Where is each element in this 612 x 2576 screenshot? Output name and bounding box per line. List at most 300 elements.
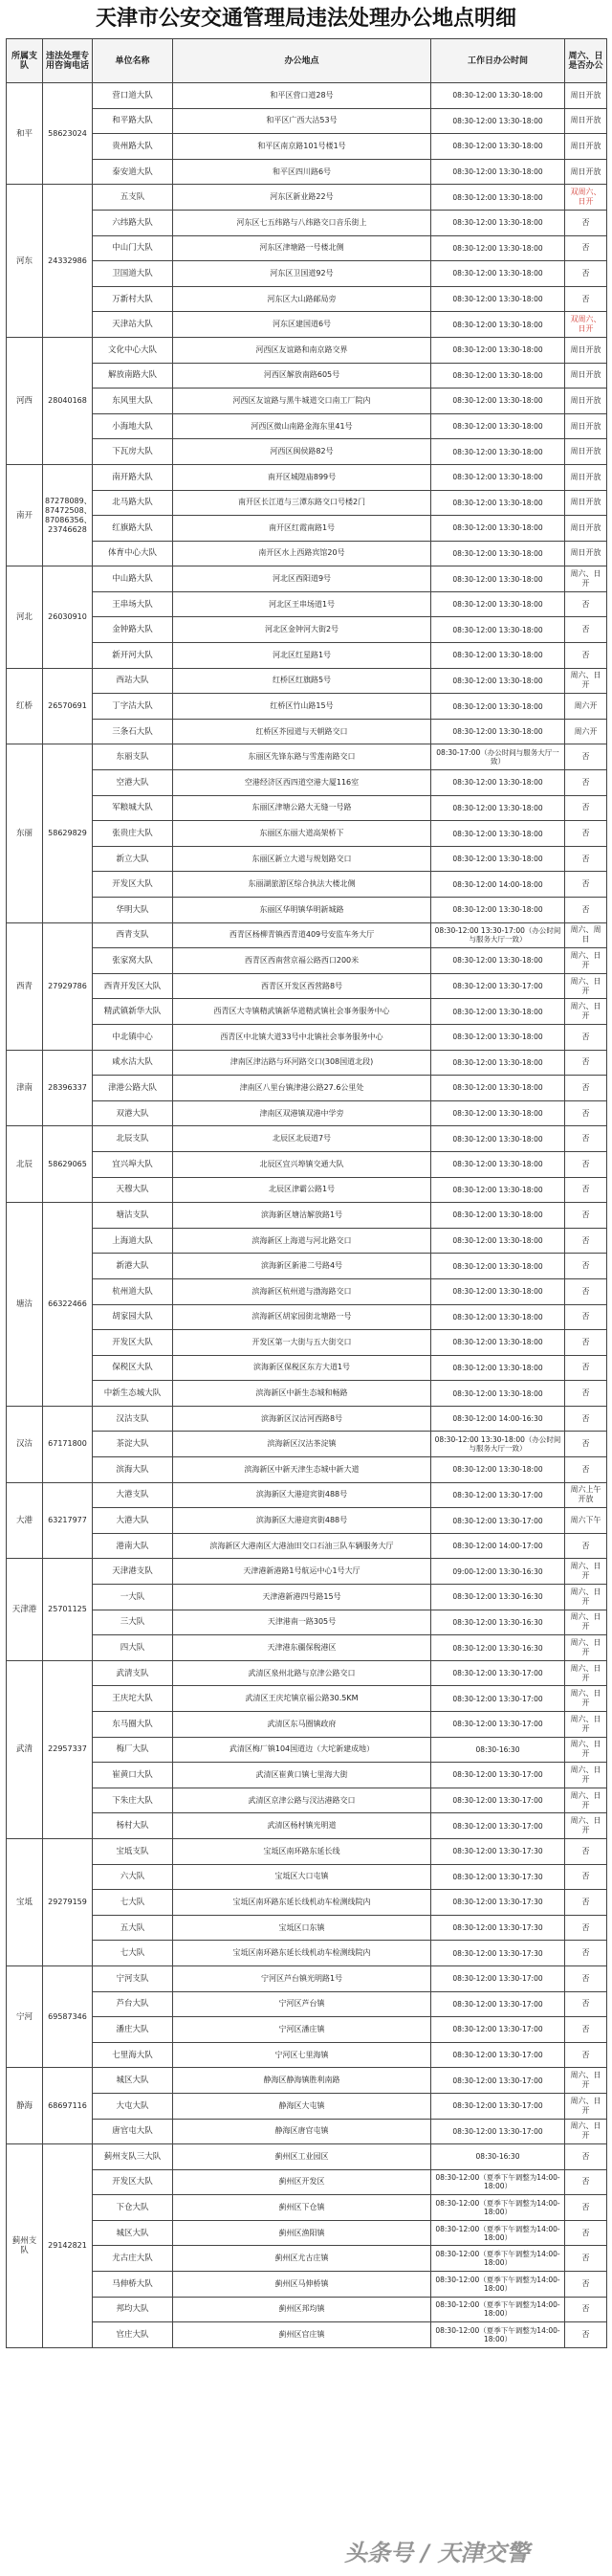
table-row — [7, 2144, 607, 2170]
unit-cell: 尤古庄大队 — [93, 2246, 173, 2272]
weekend-cell: 否 — [565, 1278, 607, 1304]
unit-cell: 新立大队 — [93, 846, 173, 872]
unit-cell: 四大队 — [93, 1635, 173, 1661]
unit-cell: 卫国道大队 — [93, 261, 173, 287]
weekend-cell: 周六、日开 — [565, 1788, 607, 1813]
branch-cell: 蓟州支队 — [7, 2144, 43, 2348]
unit-cell: 北辰支队 — [93, 1126, 173, 1152]
weekend-cell: 否 — [565, 2195, 607, 2221]
weekend-cell: 双周六、日开 — [565, 185, 607, 211]
branch-cell: 宝坻 — [7, 1838, 43, 1965]
unit-cell: 杭州道大队 — [93, 1278, 173, 1304]
weekend-cell: 否 — [565, 1100, 607, 1126]
weekend-cell: 周日开放 — [565, 516, 607, 542]
branch-cell: 汉沽 — [7, 1406, 43, 1482]
phone-cell: 26570691 — [43, 668, 93, 744]
unit-cell: 六纬路大队 — [93, 210, 173, 235]
hours-cell: 08:30-12:00 14:00-18:00 — [431, 872, 565, 898]
table-row — [7, 999, 607, 1025]
address-cell: 津南区八里台镇津港公路27.6公里处 — [173, 1076, 431, 1101]
unit-cell: 梅厂大队 — [93, 1737, 173, 1763]
unit-cell: 张贵庄大队 — [93, 821, 173, 847]
table-row — [7, 1177, 607, 1203]
weekend-cell: 否 — [565, 1228, 607, 1254]
weekend-cell: 周六、日开 — [565, 1585, 607, 1610]
hours-cell: 08:30-12:00 13:30-17:00 — [431, 2119, 565, 2144]
table-row — [7, 1432, 607, 1457]
table-row — [7, 2195, 607, 2221]
hours-cell: 08:30-12:00（夏季下午调整为14:00-18:00） — [431, 2272, 565, 2298]
address-cell: 静海区唐官屯镇 — [173, 2119, 431, 2144]
table-row — [7, 1457, 607, 1483]
unit-cell: 中北镇中心 — [93, 1024, 173, 1050]
table-row — [7, 1788, 607, 1813]
weekend-cell: 否 — [565, 898, 607, 923]
address-cell: 蓟州区下仓镇 — [173, 2195, 431, 2221]
address-cell: 蓟州区尤古庄镇 — [173, 2246, 431, 2272]
table-row — [7, 2272, 607, 2298]
unit-cell: 贵州路大队 — [93, 134, 173, 160]
table-row — [7, 1151, 607, 1177]
unit-cell: 开发区大队 — [93, 872, 173, 898]
office-table — [6, 38, 607, 2348]
weekend-cell: 否 — [565, 770, 607, 796]
address-cell: 南开区水上西路宾馆20号 — [173, 541, 431, 566]
table-row — [7, 1482, 607, 1508]
table-row — [7, 1228, 607, 1254]
unit-cell: 杨村大队 — [93, 1813, 173, 1839]
unit-cell: 咸水沽大队 — [93, 1050, 173, 1076]
weekend-cell: 否 — [565, 2297, 607, 2322]
weekend-cell: 双周六、日开 — [565, 312, 607, 338]
weekend-cell: 否 — [565, 1941, 607, 1966]
weekend-cell: 周六、日开 — [565, 2068, 607, 2094]
hours-cell: 08:30-12:00 13:30-18:00 — [431, 490, 565, 516]
unit-cell: 中新生态城大队 — [93, 1381, 173, 1407]
weekend-cell: 周六、日开 — [565, 1712, 607, 1738]
hours-cell: 08:30-12:00 13:30-18:00 — [431, 1304, 565, 1330]
table-row — [7, 821, 607, 847]
table-row — [7, 83, 607, 109]
address-cell: 西青区中北镇大道33号中北镇社会事务服务中心 — [173, 1024, 431, 1050]
weekend-cell: 周日开放 — [565, 363, 607, 389]
table-row — [7, 1381, 607, 1407]
hours-cell: 08:30-12:00 13:30-18:00 — [431, 1050, 565, 1076]
table-row — [7, 439, 607, 465]
unit-cell: 新开河大队 — [93, 643, 173, 669]
hours-cell: 08:30-12:00 13:30-17:00 — [431, 1813, 565, 1839]
address-cell: 西青区杨柳青镇西青道409号安监车务大厅 — [173, 922, 431, 948]
weekend-cell: 否 — [565, 1890, 607, 1916]
unit-cell: 下朱庄大队 — [93, 1788, 173, 1813]
address-cell: 武清区泉州北路与京津公路交口 — [173, 1660, 431, 1686]
weekend-cell: 否 — [565, 744, 607, 770]
table-row — [7, 1278, 607, 1304]
unit-cell: 宝坻支队 — [93, 1838, 173, 1864]
unit-cell: 保税区大队 — [93, 1355, 173, 1381]
weekend-cell: 周六、日开 — [565, 1660, 607, 1686]
address-cell: 河西区闽侯路82号 — [173, 439, 431, 465]
table-row — [7, 617, 607, 643]
hours-cell: 08:30-12:00 13:30-18:00 — [431, 1126, 565, 1152]
phone-cell: 26030910 — [43, 566, 93, 668]
hours-cell: 08:30-12:00 13:30-18:00 — [431, 1024, 565, 1050]
hours-cell: 08:30-12:00 13:30-18:00 — [431, 948, 565, 974]
table-row — [7, 413, 607, 439]
unit-cell: 下瓦房大队 — [93, 439, 173, 465]
unit-cell: 大港大队 — [93, 1508, 173, 1534]
hours-cell: 08:30-12:00 13:30-18:00 — [431, 1457, 565, 1483]
weekend-cell: 否 — [565, 1304, 607, 1330]
hours-cell: 08:30-12:00 13:30-18:00 — [431, 566, 565, 592]
table-row — [7, 744, 607, 770]
table-row — [7, 286, 607, 312]
address-cell: 滨海新区上海道与河北路交口 — [173, 1228, 431, 1254]
table-row — [7, 2220, 607, 2246]
weekend-cell: 否 — [565, 591, 607, 617]
hours-cell: 08:30-12:00 13:30-18:00 — [431, 617, 565, 643]
address-cell: 河西区微山南路金海东里41号 — [173, 413, 431, 439]
table-row — [7, 1686, 607, 1712]
weekend-cell: 否 — [565, 1838, 607, 1864]
table-row — [7, 1610, 607, 1635]
weekend-cell: 周日开放 — [565, 389, 607, 414]
table-row — [7, 1304, 607, 1330]
weekend-cell: 周六上午开放 — [565, 1482, 607, 1508]
unit-cell: 和平路大队 — [93, 108, 173, 134]
hours-cell: 08:30-12:00（夏季下午调整为14:00-18:00） — [431, 2246, 565, 2272]
weekend-cell: 否 — [565, 1076, 607, 1101]
unit-cell: 王串场大队 — [93, 591, 173, 617]
weekend-cell: 周日开放 — [565, 541, 607, 566]
unit-cell: 七大队 — [93, 1941, 173, 1966]
table-row — [7, 973, 607, 999]
hours-cell: 09:00-12:00 13:30-16:30 — [431, 1559, 565, 1585]
hours-cell: 08:30-12:00 13:30-18:00 — [431, 1355, 565, 1381]
table-row — [7, 922, 607, 948]
weekend-cell: 否 — [565, 2220, 607, 2246]
address-cell: 滨海新区大港迎宾街488号 — [173, 1508, 431, 1534]
address-cell: 静海区静海镇胜利南路 — [173, 2068, 431, 2094]
hours-cell: 08:30-12:00 13:30-18:00 — [431, 210, 565, 235]
hours-cell: 08:30-12:00 13:30-18:00 — [431, 1330, 565, 1356]
unit-cell: 大港支队 — [93, 1482, 173, 1508]
address-cell: 东丽湖旅游区综合执法大楼北侧 — [173, 872, 431, 898]
address-cell: 武清区崔黄口镇七里海大街 — [173, 1763, 431, 1788]
weekend-cell: 周日开放 — [565, 439, 607, 465]
hours-cell: 08:30-12:00 13:30-18:00 — [431, 185, 565, 211]
unit-cell: 开发区大队 — [93, 2169, 173, 2195]
hours-cell: 08:30-12:00 13:30-17:30 — [431, 1864, 565, 1890]
branch-cell: 天津港 — [7, 1559, 43, 1660]
weekend-cell: 否 — [565, 821, 607, 847]
weekend-cell: 否 — [565, 1330, 607, 1356]
hours-cell: 08:30-12:00 13:30-17:00 — [431, 1991, 565, 2017]
hours-cell: 08:30-12:00 13:30-17:30 — [431, 1941, 565, 1966]
weekend-cell: 周六、日开 — [565, 1559, 607, 1585]
unit-cell: 崔黄口大队 — [93, 1763, 173, 1788]
table-row — [7, 1508, 607, 1534]
weekend-cell: 周六、日开 — [565, 1813, 607, 1839]
table-row — [7, 591, 607, 617]
weekend-cell: 周六、周日 — [565, 922, 607, 948]
unit-cell: 下仓大队 — [93, 2195, 173, 2221]
unit-cell: 三大队 — [93, 1610, 173, 1635]
weekend-cell: 否 — [565, 1432, 607, 1457]
unit-cell: 东丽支队 — [93, 744, 173, 770]
phone-cell: 87278089、87472508、87086356、23746628 — [43, 464, 93, 566]
table-row — [7, 643, 607, 669]
table-row — [7, 2169, 607, 2195]
weekend-cell: 周六、日开 — [565, 2093, 607, 2119]
weekend-cell: 周日开放 — [565, 337, 607, 363]
address-cell: 蓟州区渔阳镇 — [173, 2220, 431, 2246]
address-cell: 和平区南京路101号楼1号 — [173, 134, 431, 160]
table-row — [7, 2017, 607, 2043]
address-cell: 红桥区竹山路15号 — [173, 694, 431, 720]
unit-cell: 七里海大队 — [93, 2042, 173, 2068]
unit-cell: 东马圈大队 — [93, 1712, 173, 1738]
address-cell: 和平区营口道28号 — [173, 83, 431, 109]
address-cell: 西青区开发区西营路8号 — [173, 973, 431, 999]
hours-cell: 08:30-12:00 13:30-17:00 — [431, 2093, 565, 2119]
hours-cell: 08:30-12:00 13:30-17:00（办公时间与服务大厅一致） — [431, 922, 565, 948]
phone-cell: 58629065 — [43, 1126, 93, 1203]
weekend-cell: 否 — [565, 617, 607, 643]
hours-cell: 08:30-12:00 13:30-18:00 — [431, 770, 565, 796]
address-cell: 红桥区芥园道与天朝路交口 — [173, 719, 431, 744]
unit-cell: 军粮城大队 — [93, 795, 173, 821]
address-cell: 河东区新业路22号 — [173, 185, 431, 211]
branch-cell: 河西 — [7, 337, 43, 464]
address-cell: 西青区西南营京福公路西口200米 — [173, 948, 431, 974]
unit-cell: 天津站大队 — [93, 312, 173, 338]
address-cell: 静海区大屯镇 — [173, 2093, 431, 2119]
address-cell: 河东区建国道6号 — [173, 312, 431, 338]
table-row — [7, 2246, 607, 2272]
unit-cell: 邦均大队 — [93, 2297, 173, 2322]
address-cell: 津南区津沽路与环河路交口(308国道北段) — [173, 1050, 431, 1076]
hours-cell: 08:30-12:00 13:30-17:00 — [431, 1712, 565, 1738]
unit-cell: 新港大队 — [93, 1254, 173, 1279]
unit-cell: 塘沽支队 — [93, 1203, 173, 1229]
address-cell: 武清区王庆坨镇京福公路30.5KM — [173, 1686, 431, 1712]
table-row — [7, 312, 607, 338]
weekend-cell: 周六开 — [565, 719, 607, 744]
weekend-cell: 周六、日开 — [565, 973, 607, 999]
table-row — [7, 1941, 607, 1966]
hours-cell: 08:30-12:00 13:30-18:00 — [431, 1381, 565, 1407]
unit-cell: 城区大队 — [93, 2220, 173, 2246]
weekend-cell: 周六、日开 — [565, 999, 607, 1025]
weekend-cell: 周日开放 — [565, 108, 607, 134]
hours-cell: 08:30-12:00 13:30-18:00 — [431, 1076, 565, 1101]
address-cell: 河北区红星路1号 — [173, 643, 431, 669]
table-row — [7, 2093, 607, 2119]
address-cell: 河北区西阳道9号 — [173, 566, 431, 592]
weekend-cell: 否 — [565, 1533, 607, 1559]
table-row — [7, 2119, 607, 2144]
unit-cell: 汉沽支队 — [93, 1406, 173, 1432]
header-weekend: 周六、日是否办公 — [565, 39, 607, 83]
header-phone: 违法处理专用咨询电话 — [43, 39, 93, 83]
table-row — [7, 770, 607, 796]
branch-cell: 东丽 — [7, 744, 43, 922]
table-row — [7, 1737, 607, 1763]
hours-cell: 08:30-12:00 13:30-16:30 — [431, 1585, 565, 1610]
address-cell: 蓟州区开发区 — [173, 2169, 431, 2195]
table-row — [7, 1813, 607, 1839]
phone-cell: 27929786 — [43, 922, 93, 1050]
address-cell: 滨海新区保税区东方大道1号 — [173, 1355, 431, 1381]
weekend-cell: 否 — [565, 1915, 607, 1941]
hours-cell: 08:30-12:00 13:30-18:00 — [431, 1100, 565, 1126]
branch-cell: 静海 — [7, 2068, 43, 2144]
address-cell: 蓟州区马伸桥镇 — [173, 2272, 431, 2298]
branch-cell: 河东 — [7, 185, 43, 338]
weekend-cell: 周日开放 — [565, 464, 607, 490]
weekend-cell: 周六、日开 — [565, 1610, 607, 1635]
table-row — [7, 2322, 607, 2348]
unit-cell: 中山门大队 — [93, 235, 173, 261]
branch-cell: 塘沽 — [7, 1203, 43, 1407]
table-row — [7, 1763, 607, 1788]
address-cell: 宝坻区南环路东延长线机动车检测线院内 — [173, 1941, 431, 1966]
hours-cell: 08:30-12:00 13:30-18:00 — [431, 694, 565, 720]
weekend-cell: 否 — [565, 1406, 607, 1432]
table-row — [7, 389, 607, 414]
hours-cell: 08:30-12:00 13:30-18:00 — [431, 795, 565, 821]
hours-cell: 08:30-12:00 13:30-17:00 — [431, 1965, 565, 1991]
weekend-cell: 周日开放 — [565, 159, 607, 185]
table-row — [7, 337, 607, 363]
address-cell: 天津港新港路1号航运中心1号大厅 — [173, 1559, 431, 1585]
address-cell: 天津港东疆保税港区 — [173, 1635, 431, 1661]
watermark: 头条号 / 天津交警 — [344, 2540, 530, 2566]
weekend-cell: 否 — [565, 1177, 607, 1203]
address-cell: 武清区东马圈镇政府 — [173, 1712, 431, 1738]
weekend-cell: 否 — [565, 2017, 607, 2043]
address-cell: 东丽区津塘公路大无缝一号路 — [173, 795, 431, 821]
weekend-cell: 周六、日开 — [565, 2119, 607, 2144]
unit-cell: 七大队 — [93, 1890, 173, 1916]
hours-cell: 08:30-12:00 13:30-18:00 — [431, 846, 565, 872]
weekend-cell: 否 — [565, 2169, 607, 2195]
unit-cell: 文化中心大队 — [93, 337, 173, 363]
table-row — [7, 1890, 607, 1916]
address-cell: 东丽区东丽大道高架桥下 — [173, 821, 431, 847]
hours-cell: 08:30-12:00 13:30-17:00 — [431, 2017, 565, 2043]
unit-cell: 港南大队 — [93, 1533, 173, 1559]
table-row — [7, 2297, 607, 2322]
weekend-cell: 否 — [565, 1254, 607, 1279]
unit-cell: 蓟州支队三大队 — [93, 2144, 173, 2170]
weekend-cell: 否 — [565, 1151, 607, 1177]
weekend-cell: 否 — [565, 2042, 607, 2068]
hours-cell: 08:30-12:00 13:30-18:00 — [431, 516, 565, 542]
hours-cell: 08:30-12:00 13:30-17:00 — [431, 2042, 565, 2068]
table-body — [7, 83, 607, 2348]
hours-cell: 08:30-12:00 13:30-18:00（办公时间与服务大厅一致） — [431, 1432, 565, 1457]
address-cell: 滨海新区胡家园街北塘路一号 — [173, 1304, 431, 1330]
address-cell: 滨海新区中新生态城和畅路 — [173, 1381, 431, 1407]
unit-cell: 大屯大队 — [93, 2093, 173, 2119]
hours-cell: 08:30-12:00 13:30-18:00 — [431, 389, 565, 414]
address-cell: 武清区京津公路与汊沽港路交口 — [173, 1788, 431, 1813]
address-cell: 宁河区芦台镇 — [173, 1991, 431, 2017]
phone-cell: 28396337 — [43, 1050, 93, 1126]
hours-cell: 08:30-12:00（夏季下午调整为14:00-18:00） — [431, 2220, 565, 2246]
weekend-cell: 否 — [565, 1024, 607, 1050]
address-cell: 宝坻区大口屯镇 — [173, 1864, 431, 1890]
unit-cell: 天津港支队 — [93, 1559, 173, 1585]
unit-cell: 天穆大队 — [93, 1177, 173, 1203]
unit-cell: 小海地大队 — [93, 413, 173, 439]
table-row — [7, 694, 607, 720]
hours-cell: 08:30-12:00 13:30-18:00 — [431, 821, 565, 847]
address-cell: 北辰区宜兴埠镇交通大队 — [173, 1151, 431, 1177]
hours-cell: 08:30-12:00 13:30-17:00 — [431, 1763, 565, 1788]
unit-cell: 六大队 — [93, 1864, 173, 1890]
hours-cell: 08:30-12:00 13:30-18:00 — [431, 108, 565, 134]
hours-cell: 08:30-12:00 13:30-17:00 — [431, 1686, 565, 1712]
address-cell: 津南区双港镇双港中学旁 — [173, 1100, 431, 1126]
weekend-cell: 周日开放 — [565, 83, 607, 109]
table-row — [7, 1635, 607, 1661]
branch-cell: 南开 — [7, 464, 43, 566]
phone-cell: 29142821 — [43, 2144, 93, 2348]
table-row — [7, 235, 607, 261]
weekend-cell: 否 — [565, 643, 607, 669]
table-row — [7, 1585, 607, 1610]
address-cell: 滨海新区大港迎宾街488号 — [173, 1482, 431, 1508]
header-unit: 单位名称 — [93, 39, 173, 83]
table-header — [7, 39, 607, 83]
hours-cell: 08:30-12:00 13:30-17:00 — [431, 1788, 565, 1813]
table-row — [7, 1254, 607, 1279]
unit-cell: 王庆坨大队 — [93, 1686, 173, 1712]
unit-cell: 南开路大队 — [93, 464, 173, 490]
table-row — [7, 1915, 607, 1941]
table-row — [7, 464, 607, 490]
phone-cell: 29279159 — [43, 1838, 93, 1965]
address-cell: 天津港新港四号路15号 — [173, 1585, 431, 1610]
weekend-cell: 周六开 — [565, 694, 607, 720]
address-cell: 和平区四川路6号 — [173, 159, 431, 185]
address-cell: 红桥区红旗路5号 — [173, 668, 431, 694]
address-cell: 滨海新区汉沽河西路8号 — [173, 1406, 431, 1432]
unit-cell: 芦台大队 — [93, 1991, 173, 2017]
phone-cell: 68697116 — [43, 2068, 93, 2144]
weekend-cell: 周日开放 — [565, 413, 607, 439]
table-row — [7, 1712, 607, 1738]
phone-cell: 24332986 — [43, 185, 93, 338]
hours-cell: 08:30-12:00 13:30-18:00 — [431, 439, 565, 465]
address-cell: 南开区城隍庙899号 — [173, 464, 431, 490]
weekend-cell: 周日开放 — [565, 490, 607, 516]
table-row — [7, 1559, 607, 1585]
address-cell: 宁河区芦台镇光明路1号 — [173, 1965, 431, 1991]
hours-cell: 08:30-12:00 13:30-18:00 — [431, 337, 565, 363]
weekend-cell: 否 — [565, 2272, 607, 2298]
weekend-cell: 否 — [565, 795, 607, 821]
table-row — [7, 261, 607, 287]
table-row — [7, 210, 607, 235]
unit-cell: 中山路大队 — [93, 566, 173, 592]
hours-cell: 08:30-12:00 13:30-16:30 — [431, 1635, 565, 1661]
table-row — [7, 1965, 607, 1991]
table-row — [7, 2042, 607, 2068]
